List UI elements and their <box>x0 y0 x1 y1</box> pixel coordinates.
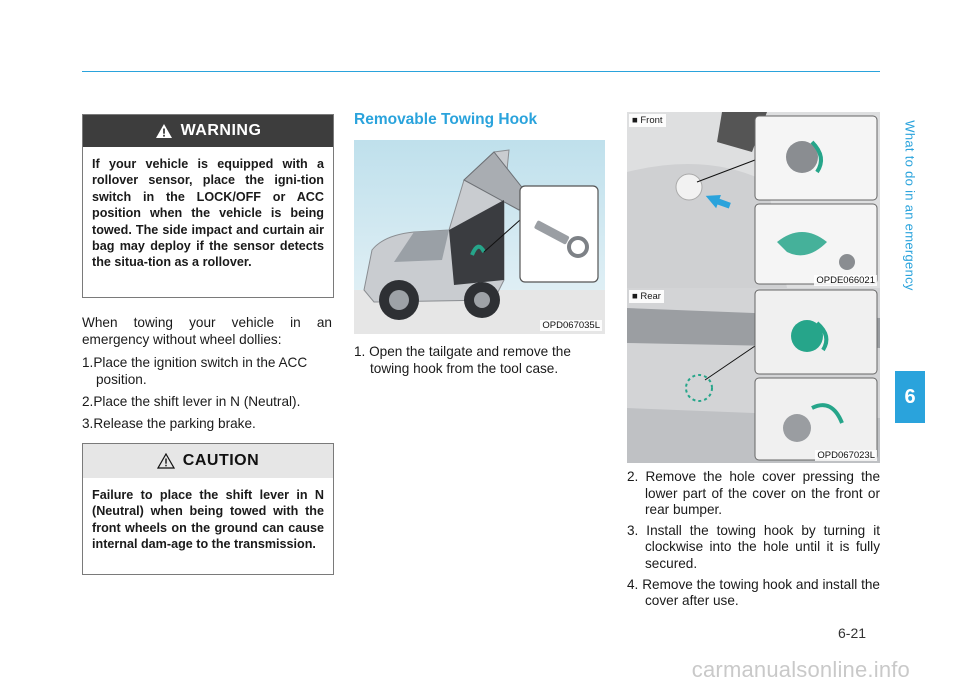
rear-image-code: OPD067023L <box>817 450 875 461</box>
caution-text: Failure to place the shift lever in N (Neutral) when being towed with the front wheels on the ground can cause internal dam-age to the transmission. <box>92 488 324 552</box>
towing-step: 3.Release the parking brake. <box>82 416 256 431</box>
towing-step: 2.Place the shift lever in N (Neutral). <box>82 394 301 409</box>
warning-title: WARNING <box>180 122 262 139</box>
section-title: Removable Towing Hook <box>354 111 538 128</box>
warning-text: If your vehicle is equipped with a rollover sensor, place the igni-tion switch in the LOCK/OFF or ACC position when the vehicle is being towed. The side impact and curtain air bag may deploy if the sensor detects the situa-tion as a rollover. <box>92 157 324 270</box>
step-remove-hook <box>354 343 605 377</box>
step-text: 4. Remove the towing hook and install the cover after use. <box>627 576 880 609</box>
warning-header <box>83 115 333 147</box>
caution-icon <box>157 453 175 469</box>
towing-intro: When towing your vehicle in an emergency without wheel dollies: <box>82 315 332 347</box>
caution-header <box>83 444 333 478</box>
caution-title: CAUTION <box>182 452 260 469</box>
tailgate-illustration <box>354 140 605 334</box>
front-bumper-illustration <box>627 112 880 288</box>
chapter-tab: 6 <box>895 371 925 423</box>
step-text: 2. Remove the hole cover pressing the lower part of the cover on the front or rear bumper. <box>627 469 880 518</box>
warning-box <box>82 114 334 298</box>
front-image-code: OPDE066021 <box>816 275 875 286</box>
towing-steps <box>82 354 332 432</box>
towing-instructions <box>82 314 332 437</box>
warning-icon <box>155 123 173 139</box>
rear-bumper-illustration <box>627 288 880 463</box>
rear-label: ■ Rear <box>629 290 664 303</box>
watermark: carmanualsonline.info <box>691 657 910 682</box>
hook-install-steps <box>627 469 880 614</box>
towing-step: 1.Place the ignition switch in the ACC position. <box>82 355 308 387</box>
chapter-side-label: What to do in an emergency <box>902 119 918 291</box>
step-text: 3. Install the towing hook by turning it clockwise into the hole until it is fully secured. <box>627 522 880 571</box>
front-label: ■ Front <box>629 114 666 127</box>
page-number: 6-21 <box>838 625 867 641</box>
caution-box <box>82 443 334 575</box>
image-code: OPD067035L <box>542 320 600 331</box>
step-text: 1. Open the tailgate and remove the towing hook from the tool case. <box>354 344 571 376</box>
top-rule <box>82 71 880 72</box>
